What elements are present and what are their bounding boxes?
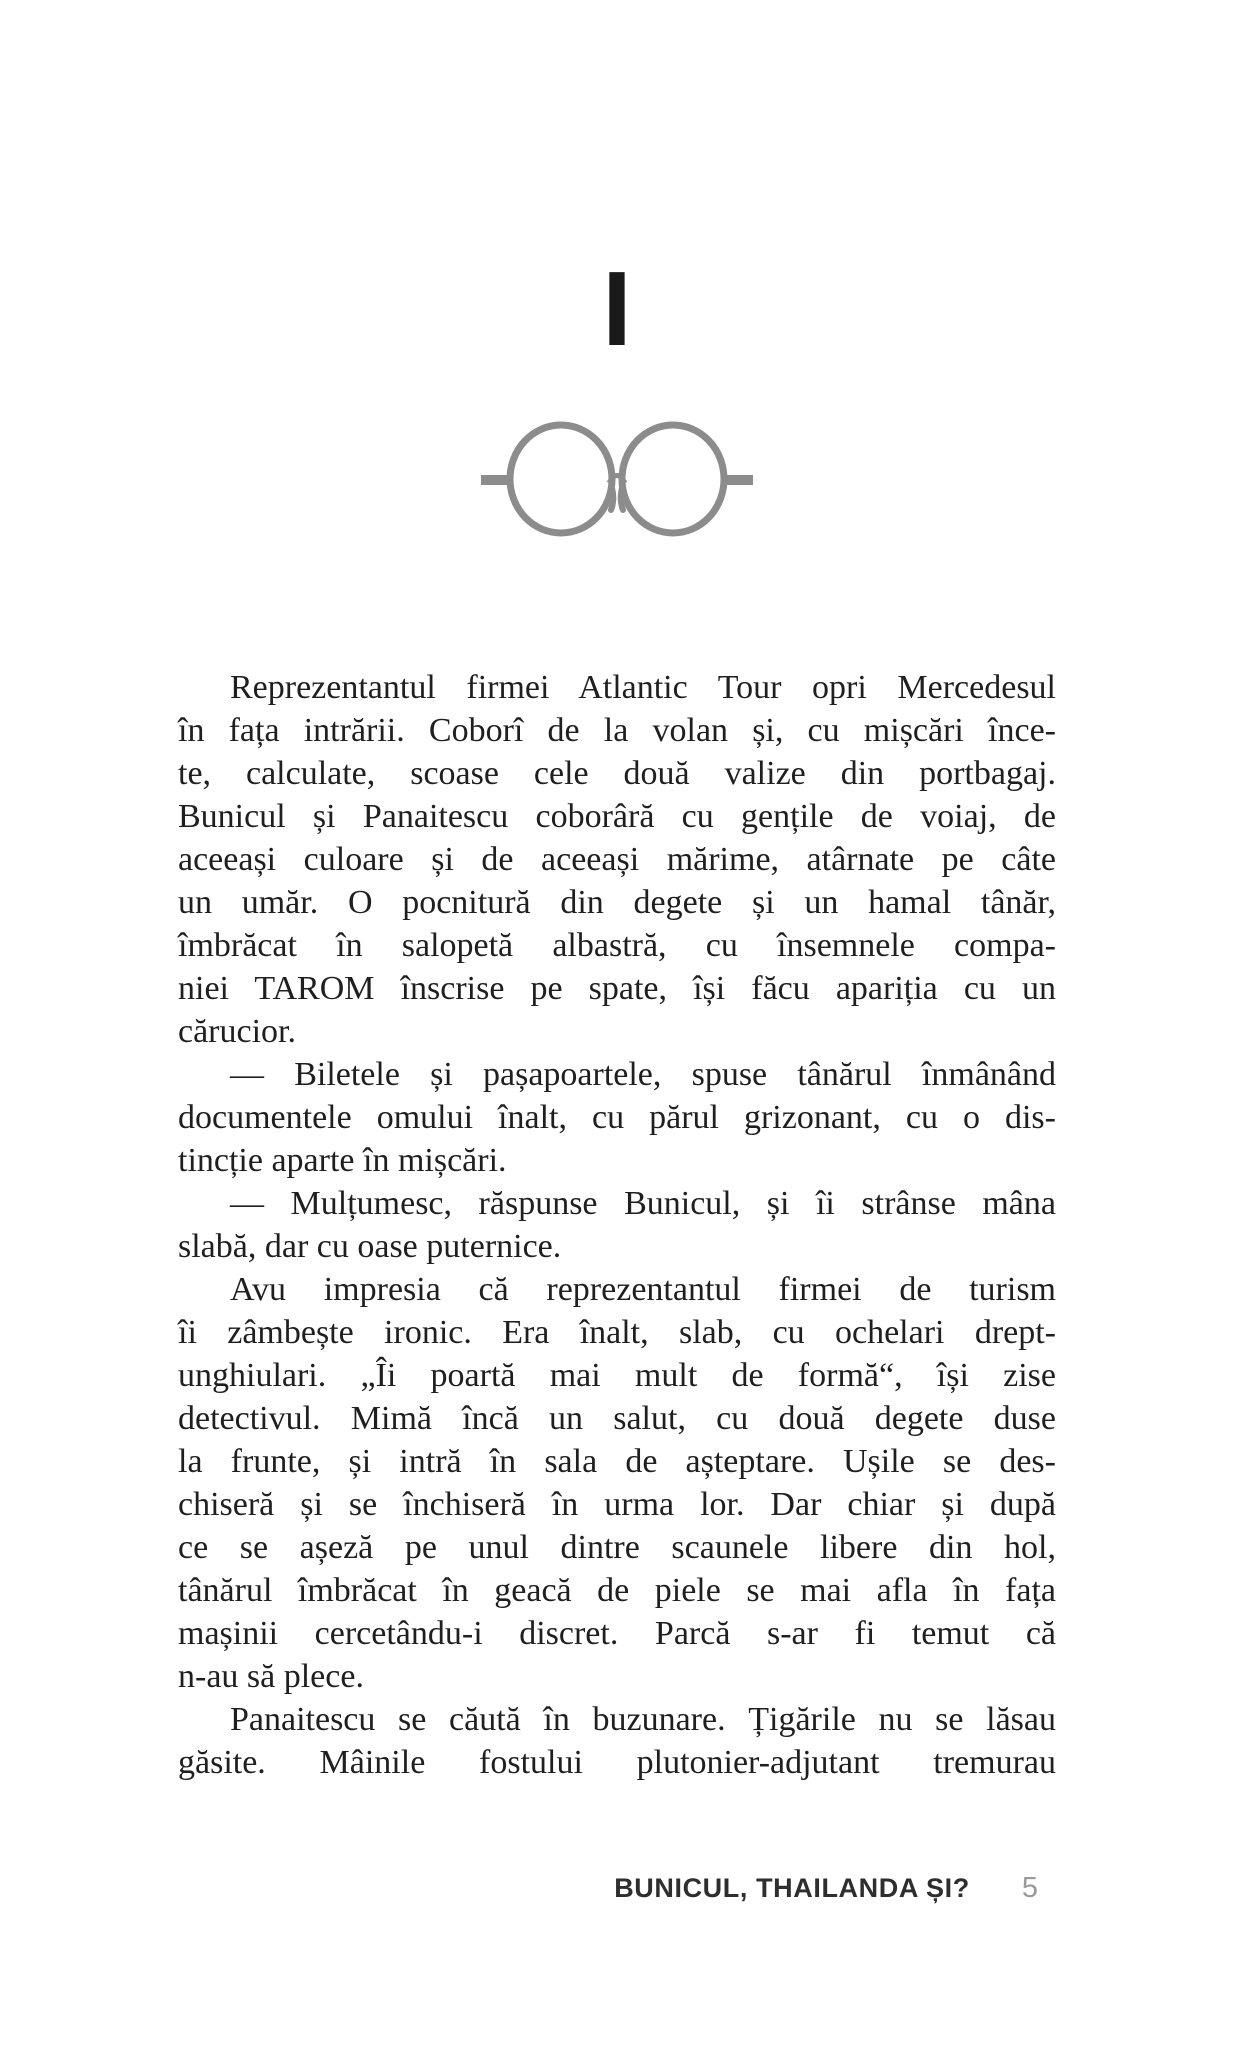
text-line: chiseră și se închiseră în urma lor. Dar chiar și după — [178, 1486, 1056, 1523]
text-line: unghiulari. „Îi poartă mai mult de formă“, își zise — [178, 1357, 1056, 1394]
text-line: aceeași culoare și de aceeași mărime, atârnate pe câte — [178, 841, 1056, 878]
text-line: mașinii cercetându-i discret. Parcă s-ar fi temut că — [178, 1615, 1056, 1652]
chapter-number: I — [602, 250, 632, 368]
text-line: n-au să plece. — [178, 1658, 364, 1695]
text-line: ce se așeză pe unul dintre scaunele libere din hol, — [178, 1529, 1056, 1566]
text-line: — Biletele și pașapoartele, spuse tânărul înmânând — [230, 1056, 1056, 1093]
text-line: un umăr. O pocnitură din degete și un hamal tânăr, — [178, 884, 1056, 921]
text-line: cărucior. — [178, 1013, 296, 1050]
running-title: BUNICUL, THAILANDA ȘI? — [614, 1873, 970, 1903]
text-line: găsite. Mâinile fostului plutonier-adjutant tremurau — [178, 1744, 1056, 1781]
round-glasses-icon — [479, 420, 755, 543]
text-line: la frunte, și intră în sala de așteptare. Ușile se des- — [178, 1443, 1056, 1480]
text-line: Panaitescu se căută în buzunare. Țigările nu se lăsau — [230, 1701, 1056, 1738]
text-line: tânărul îmbrăcat în geacă de piele se mai afla în fața — [178, 1572, 1056, 1609]
text-line: niei TAROM înscrise pe spate, își făcu apariția cu un — [178, 970, 1056, 1007]
text-line: Bunicul și Panaitescu coborâră cu gențile de voiaj, de — [178, 798, 1056, 835]
text-line: te, calculate, scoase cele două valize din portbagaj. — [178, 755, 1056, 792]
text-line: detectivul. Mimă încă un salut, cu două degete duse — [178, 1400, 1056, 1437]
text-line: îi zâmbește ironic. Era înalt, slab, cu ochelari drept- — [178, 1314, 1056, 1351]
text-line: — Mulțumesc, răspunse Bunicul, și îi strânse mâna — [230, 1185, 1056, 1222]
glasses-illustration — [178, 420, 1056, 543]
text-line: documentele omului înalt, cu părul grizonant, cu o dis- — [178, 1099, 1056, 1136]
text-line: Reprezentantul firmei Atlantic Tour opri Mercedesul — [230, 669, 1056, 706]
text-line: în fața intrării. Coborî de la volan și, cu mișcări înce- — [178, 712, 1056, 749]
text-line: îmbrăcat în salopetă albastră, cu însemnele compa- — [178, 927, 1056, 964]
text-line: tincție aparte în mișcări. — [178, 1142, 507, 1179]
text-line: slabă, dar cu oase puternice. — [178, 1228, 562, 1265]
body-text — [178, 666, 1056, 1784]
page-number: 5 — [1021, 1872, 1038, 1904]
text-line: Avu impresia că reprezentantul firmei de turism — [230, 1271, 1056, 1308]
page-footer — [178, 1872, 1056, 1905]
